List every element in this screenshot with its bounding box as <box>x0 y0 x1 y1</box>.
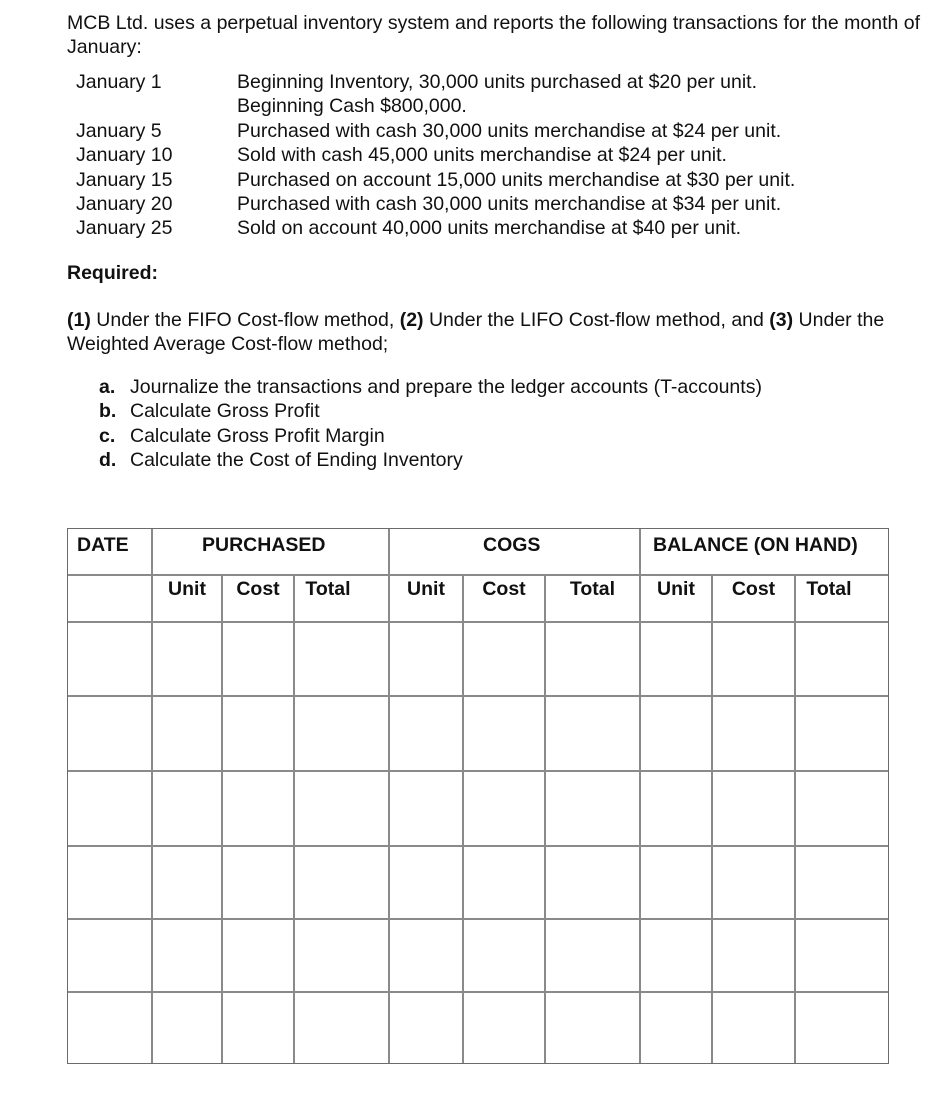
transaction-date: January 25 <box>76 217 173 240</box>
method-number: (2) <box>399 309 424 331</box>
table-rule <box>68 574 888 576</box>
method-number: (3) <box>769 309 794 331</box>
table-rule <box>639 529 641 1063</box>
subheader-unit: Unit <box>407 578 445 600</box>
subheader-unit: Unit <box>168 578 206 600</box>
task-list <box>99 375 762 473</box>
task-letter: d. <box>99 449 117 472</box>
transaction-row <box>76 70 795 94</box>
table-rule <box>388 529 390 1063</box>
task-letter: a. <box>99 376 116 398</box>
task-item <box>99 448 762 472</box>
transaction-row <box>76 192 795 216</box>
task-item <box>99 375 762 399</box>
inventory-card-table <box>67 528 889 1064</box>
subheader-cost: Cost <box>731 578 776 600</box>
header-balance: BALANCE (ON HAND) <box>653 534 858 556</box>
table-rule <box>68 991 888 993</box>
transaction-description: Beginning Inventory, 30,000 units purchased at $20 per unit. <box>237 71 757 93</box>
table-rule <box>68 621 888 623</box>
table-rule <box>151 529 153 1063</box>
transaction-date: January 5 <box>76 119 162 142</box>
transaction-description: Purchased with cash 30,000 units merchandise at $24 per unit. <box>237 119 782 142</box>
subheader-total: Total <box>569 578 616 600</box>
task-text: Calculate Gross Profit Margin <box>130 424 385 447</box>
problem-intro: MCB Ltd. uses a perpetual inventory system and reports the following transactions for the month of January: <box>67 12 921 58</box>
subheader-total: Total <box>305 578 351 600</box>
table-rule <box>544 574 546 1063</box>
required-heading: Required: <box>67 262 159 284</box>
subheader-cost: Cost <box>236 578 280 600</box>
header-cogs: COGS <box>483 534 541 556</box>
task-item <box>99 399 762 423</box>
subheader-total: Total <box>806 578 852 600</box>
transaction-row <box>76 216 795 240</box>
table-rule <box>68 695 888 697</box>
table-rule <box>68 770 888 772</box>
task-item <box>99 424 762 448</box>
transaction-row <box>76 168 795 192</box>
table-rule <box>711 574 713 1063</box>
table-rule <box>794 574 796 1063</box>
table-rule <box>293 574 295 1063</box>
method-text: Under the Weighted Average Cost-flow method; <box>67 309 885 355</box>
subheader-unit: Unit <box>657 578 695 600</box>
transaction-row <box>76 119 795 143</box>
transaction-description: Purchased on account 15,000 units merchandise at $30 per unit. <box>237 168 796 191</box>
table-rule <box>68 918 888 920</box>
transaction-description: Sold on account 40,000 units merchandise at $40 per unit. <box>237 217 742 240</box>
task-letter: b. <box>99 400 117 423</box>
transaction-date: January 10 <box>76 144 173 167</box>
methods-instructions <box>67 308 907 356</box>
table-rule <box>68 845 888 847</box>
subheader-cost: Cost <box>482 578 526 600</box>
transaction-list <box>76 70 795 241</box>
transaction-date: January 15 <box>76 168 173 191</box>
task-letter: c. <box>99 424 116 447</box>
table-rule <box>462 574 464 1063</box>
table-rule <box>221 574 223 1063</box>
method-number: (1) <box>67 309 91 331</box>
task-text: Journalize the transactions and prepare the ledger accounts (T-accounts) <box>130 376 762 398</box>
header-purchased: PURCHASED <box>202 534 326 556</box>
task-text: Calculate Gross Profit <box>130 400 320 423</box>
transaction-date: January 20 <box>76 192 173 215</box>
transaction-date: January 1 <box>76 71 162 93</box>
method-text: Under the FIFO Cost-flow method, <box>90 309 400 331</box>
method-text: Under the LIFO Cost-flow method, and <box>423 309 770 331</box>
transaction-description: Sold with cash 45,000 units merchandise at $24 per unit. <box>237 144 727 167</box>
transaction-row <box>76 143 795 167</box>
task-text: Calculate the Cost of Ending Inventory <box>130 449 463 472</box>
transaction-description: Purchased with cash 30,000 units merchandise at $34 per unit. <box>237 192 782 215</box>
header-date: DATE <box>77 534 129 556</box>
transaction-description: Beginning Cash $800,000. <box>237 95 467 118</box>
transaction-row <box>76 94 795 118</box>
